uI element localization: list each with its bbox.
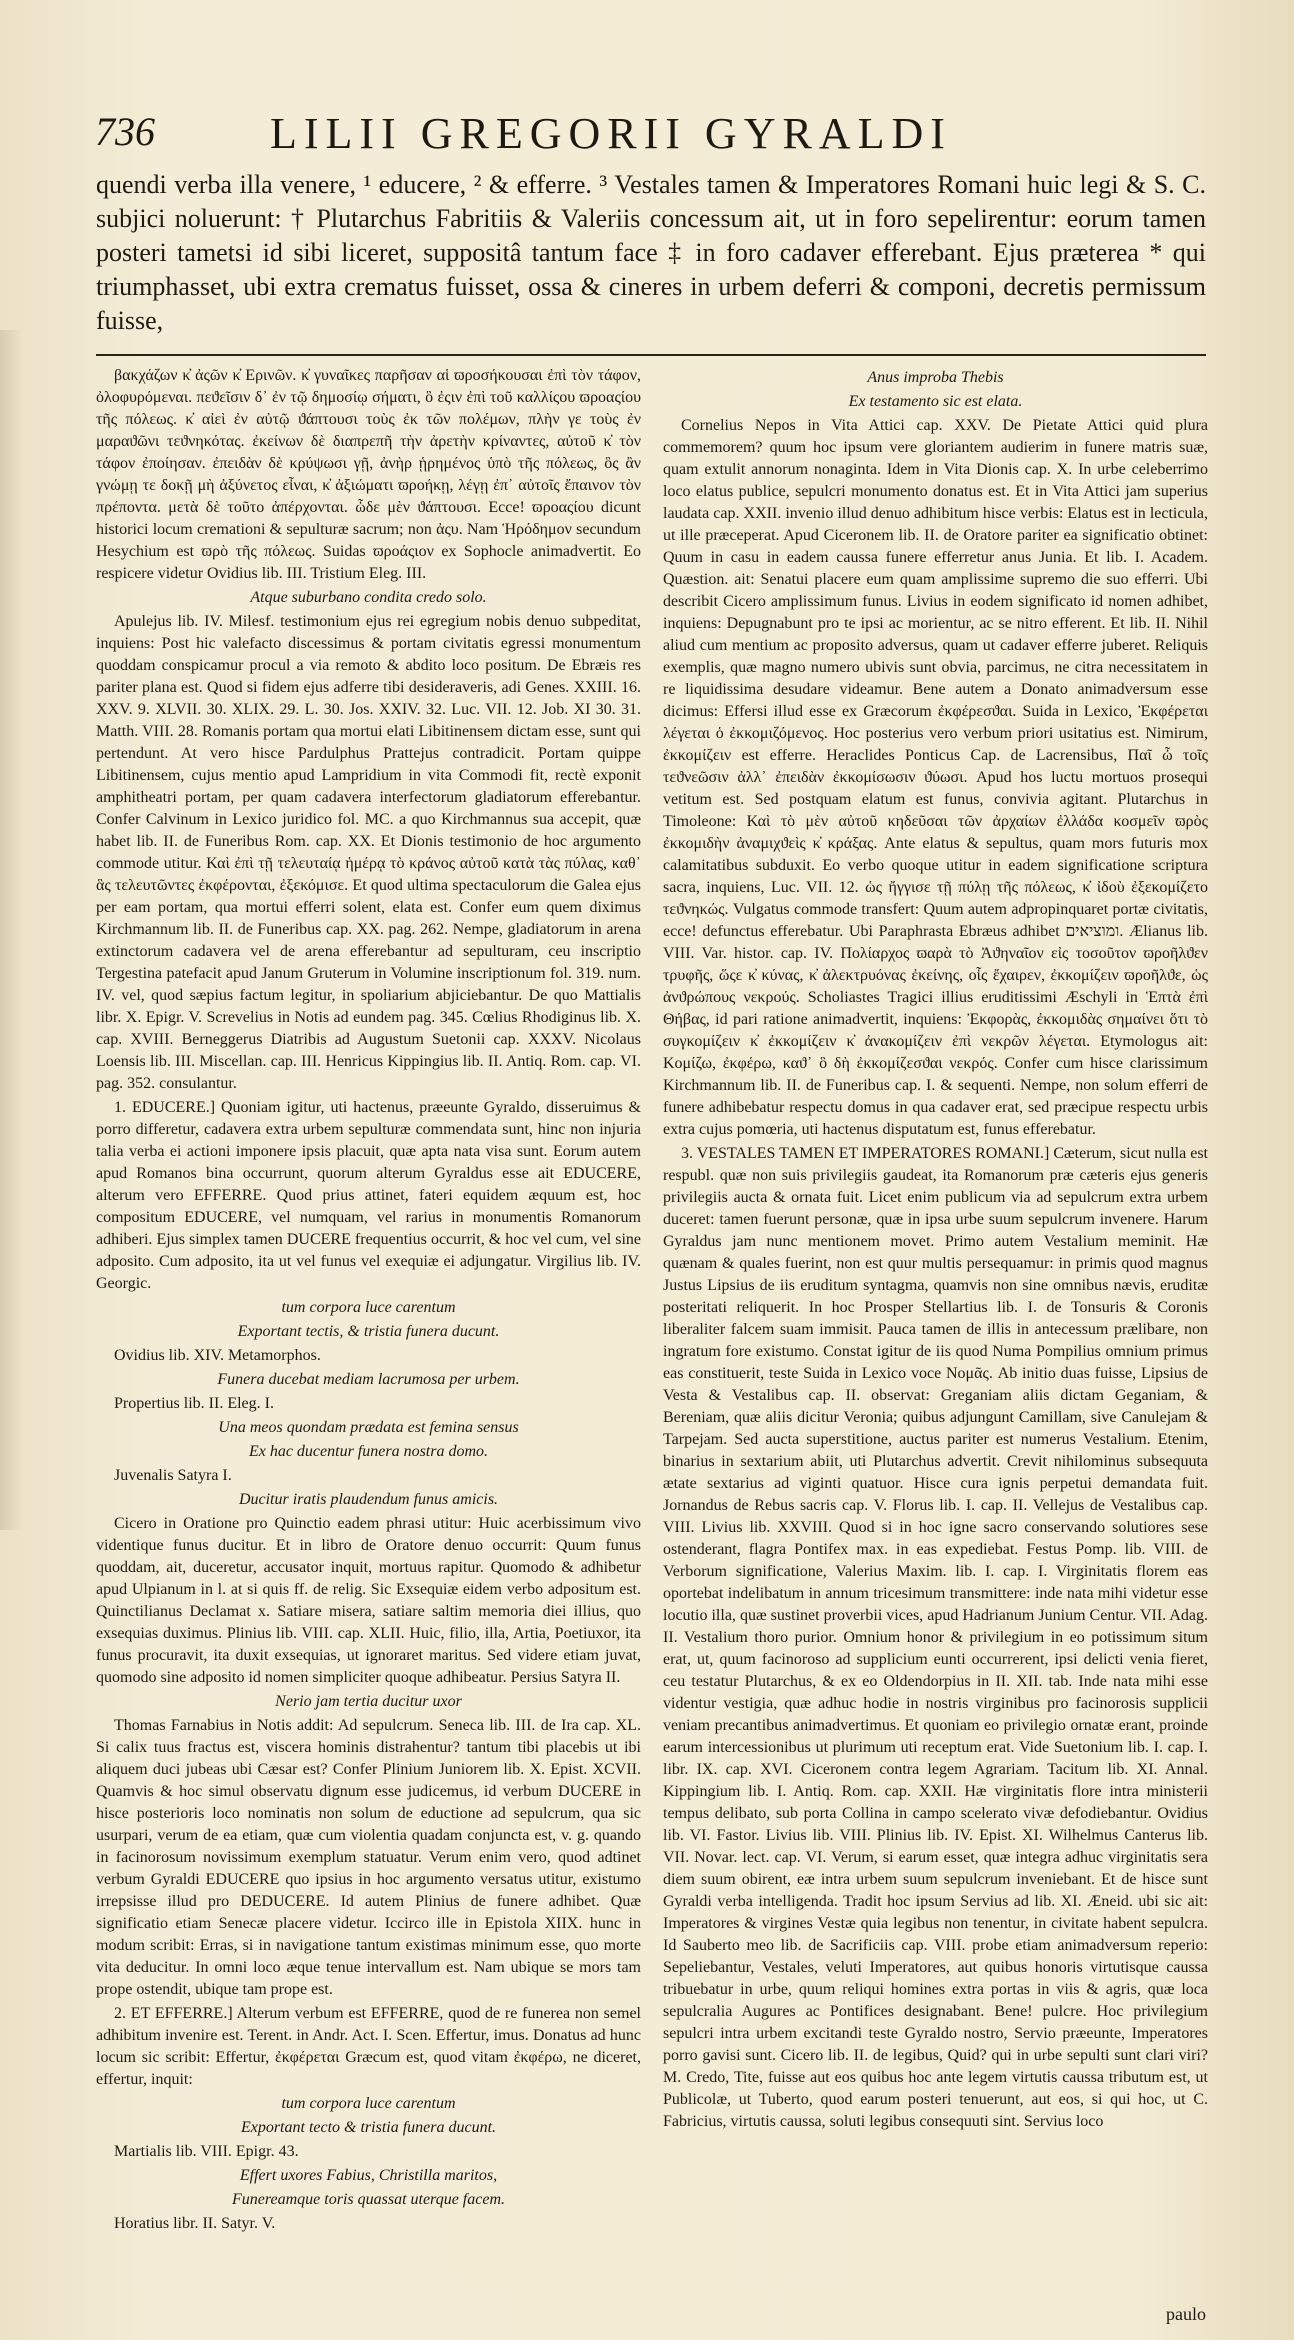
gutter-shadow [0,330,22,1530]
verse-line: tum corpora luce carentum [281,1299,456,1316]
commentary-paragraph: 3. VESTALES TAMEN ET IMPERATORES ROMANI.] Cæterum, sicut nulla est respubl. quæ non suis privilegiis gaudeat, ita Romanorum præ cæteris ejus generis privilegiis aucta & ornata fuit. Licet enim publicum via ad sepulcrum extra urbem duceret: tamen fuerunt personæ, quæ in ipsa urbe suum sepulcrum invenere. Harum Gyraldus jam nunc mentionem movet. Primo autem Vestalium meminit. Hæ quænam & quales fuerint, non est quur multis persequamur: in primis quod magnus Justus Lipsius de iis eruditum syntagma, quamvis non sine omnibus nævis, eruditæ posteritati reliquerit. In hoc Prosper Stellartius lib. I. de Tonsuris & Coronis liberaliter falcem suam immisit. Pauca tamen de illis in antecessum prælibare, non ingratum fore existumo. Constat igitur de iis quod Numa Pompilius omnium primus eas constituerit, teste Suida in Lexico voce Νομᾶς. Ab initio duas fuisse, Lipsius de Vesta & Vestalibus cap. II. observat: Greganiam aliis dictam Geganiam, & Bereniam, quæ aliis dicitur Veronia; quibus adjungunt Camillam, sive Canulejam & Tarpejam. Sed aucta superstitione, auctus pariter est numerus Vestalium. Etenim, binarius in sextarium abiit, uti Plutarchus advertit. Crevit nihilominus subsequuta ætate sextarius ad viginti quatuor. Hisce cura ignis perpetui demandata fuit. Jornandus de Rebus sacris cap. V. Florus lib. I. cap. II. Vellejus de Vestalibus cap. VIII. Livius lib. XXVIII. Quod si in hoc igne sacro conservando solutiores sese ostenderant, flagra Pontifex max. in eas expediebat. Festus Pomp. lib. VIII. de Verborum significatione, Valerius Maxim. lib. I. cap. I. Virginitatis florem eas oportebat indelibatum in annum tricesimum transmittere: inde nata mihi videtur esse locutio illa, quæ sustinet proverbii vices, apud Hadrianum Junium Centur. VII. Adag. II. Vestalium thoro purior. Omnium honor & privilegium in eo potissimum situm erat, ut, quum facinoroso ad supplicium eunti occurrerent, ipsi delicti venia fieret, ceu testatur Plutarchus, & ex eo Oldendorpius in II. XII. tab. Inde nata mihi esse videntur vestigia, quæ adhuc hodie in nostris virginibus pro facinorosis supplicii veniam precantibus animadvertimus. Et quoniam eo privilegio ornatæ erant, proinde earum intercessionibus ut plurimum uti receptum erat. Vide Suetonium lib. I. cap. I. libr. IX. cap. XVI. Ciceronem contra legem Agrariam. Tacitum lib. XI. Annal. Kippingium lib. I. Antiq. Rom. cap. XXII. Hæ virginitatis flore intra ministerii tempus delibato, sub porta Collina in campo scelerato vivæ defodiebantur. Ovidius lib. VI. Fastor. Livius lib. VIII. Plinius lib. IV. Epist. XI. Wilhelmus Canterus lib. VII. Novar. lect. cap. VI. Verum, si earum esset, quæ integra adhuc virginitatis sera diem suum obirent, eæ intra urbem suum sepulcrum inveniebant. Et de hisce sunt Gyraldi verba intelligenda. Tradit hoc ipsum Servius ad lib. XI. Æneid. ubi sic ait: Imperatores & virgines Vestæ quia legibus non tenentur, in civitate habent sepulcra. Id Sauberto meo lib. de Sacrificiis cap. VIII. probe etiam animadversum reperio: Sepeliebantur, Vestales, veluti Imperatores, aut quibus honoris virtutisque caussa tribuebatur in urbe, quum reliqui homines extra portas in viis & agris, quæ loca sepulcralia Augures ac Pontifices designabant. Bene! pulcre. Hoc privilegium sepulcri intra urbem excitandi teste Gyraldo nostro, Servio præeunte, Imperatores porro gavisi sunt. Cicero lib. II. de legibus, Quid? qui in urbe sepulti sunt clari viri? M. Credo, Tite, fuisse aut eos quibus hoc ante legem virtutis caussa tributum est, ut Publicolæ, ut Tuberto, quod earum posteri tenuerunt, aut eos, si qui hoc, ut C. Fabricius, virtutis caussa, soluti legibus consequuti sint. Servius loco [663,1145,1208,2130]
commentary-paragraph: Propertius lib. II. Eleg. I. [114,1395,274,1412]
verse-line: Effert uxores Fabius, Christilla maritos, [239,2167,498,2184]
verse-line: Atque suburbano condita credo solo. [250,589,487,606]
commentary-paragraph: 1. EDUCERE.] Quoniam igitur, uti hactenus, præeunte Gyraldo, disseruimus & porro differetur, cadavera extra urbem sepulturæ commendata sunt, hinc non injuria talia verba ei actioni imponere ipsis placuit, quæ apta nata visa sunt. Eorum autem apud Romanos bina occurrunt, quorum alterum Gyraldus esse ait EDUCERE, alterum vero EFFERRE. Quod prius attinet, fateri equidem æquum est, hoc compositum EDUCERE, vel numquam, vel rarius in monumentis Romanorum adhiberi. Ejus simplex tamen DUCERE frequentius occurrit, & hoc vel cum, vel sine adposito. Cum adposito, ita ut vel funus vel exequiæ ei adjungatur. Virgilius lib. IV. Georgic. [96,1099,641,1292]
commentary-paragraph: Thomas Farnabius in Notis addit: Ad sepulcrum. Seneca lib. III. de Ira cap. XL. Si calix tuus fractus est, viscera hominis distrahentur? tantum tibi placebis ut ibi aliquem duci jubeas ubi Cæsar est? Confer Plinium Juniorem lib. X. Epist. XCVII. Quamvis & hoc simul observatu dignum esse judicemus, id verbum DUCERE in hisce posterioris loco nominatis non solum de eductione ad sepulcrum, qua sic usurpari, verum de ea etiam, quæ cum violentia quadam conjuncta est, v. g. quando in facinorosum novissimum exemplum statuatur. Verum enim vero, quod adtinet verbum Gyraldi EDUCERE quo ipsius in hoc argumento versatus utitur, existumo irrepsisse illud pro DEDUCERE. Id autem Plinius de funere adhibet. Quæ significatio etiam Senecæ placere videtur. Iccirco ille in Epistola XIIX. hunc in modum scribit: Erras, si in navigatione tantum existimas minimum esse, quo morte vita deducitur. In omni loco æque tenue intervallum est. Nam ubique se mors tam prope ostendit, ubique tam prope est. [96,1717,641,1998]
horizontal-rule [96,354,1206,356]
running-head: LILII GREGORII GYRALDI [270,109,952,158]
verse-line: Ducitur iratis plaudendum funus amicis. [238,1491,499,1508]
verse-line: Exportant tectis, & tristia funera ducunt. [237,1323,500,1340]
verse-line: Exportant tecto & tristia funera ducunt. [240,2119,497,2136]
commentary-right-column [663,365,1208,2315]
commentary-paragraph: Cornelius Nepos in Vita Attici cap. XXV. De Pietate Attici quid plura commemorem? quum hoc ipsum vere gloriantem audierim in funere matris suæ, quam extulit annorum nonaginta. Idem in Vita Dionis cap. X. In urbe celeberrimo loco elatus publice, sepulcri monumento donatus est. Et in Vita Attici jam superius laudata cap. XXII. invenio illud denuo adhibitum hisce verbis: Elatus est in lecticula, ut ille præceperat. Apud Ciceronem lib. II. de Oratore pariter ea significatio obtinet: Quum in casu in eadem caussa funere efferretur anus Junia. Et lib. I. Academ. Quæstion. ait: Senatui placere eum quam amplissime supremo die suo efferri. Ubi describit Cicero amplissimum funus. Livius in eodem significato id nomen adhibet, inquiens: Depugnabunt pro te ipsi ac morientur, ac se nitro efferent. Et lib. II. Nihil aliud cum mentium ac proposito adversus, quam ut cadaver efferre juberet. Reliquis exemplis, quæ magno numero ubivis sunt obvia, parcimus, ne citra necessitatem in re liquidissima desudare videamur. Bene autem a Donato animadversum esse dicimus: Effersi illud esse ex Græcorum ἐκφέρεσϑαι. Suida in Lexico, Ἐκφέρεται λέγεται ὁ ἐκκομιζόμενος. Hoc posterius vero verbum priori usitatius est. Nimirum, ἐκκομίζειν est efferre. Heraclides Ponticus Cap. de Lacrensibus, Παῖ ὦ τοῖς τεϑνεῶσιν ἀλλ᾽ ἐπειδὰν ἐκκομίσωσιν ϑύωσι. Apud hos luctu mortuos prosequi vetitum est. Sed postquam elatum est funus, convivia agitant. Plutarchus in Timoleone: Καὶ τὸ μὲν αὐτοῦ κηδεῦσαι τῶν ἀρχαίων ἐλλάδα κοσμεῖν ϖρὸς ἐκκομιδὴν ἀναμιχϑεὶς κ̓ κράξας. Ante elatus & sepultus, quam mors futuris mox calamitatibus subduxit. Eo verbo quoque utitur in eadem significatione scriptura sacra, inquiens, Luc. VII. 12. ὡς ἤγγισε τῇ πύλῃ τῆς πόλεως, κ̓ ἰδοὺ ἐξεκομίζετο τεϑνηκώς. Vulgatus commode transfert: Quum autem adpropinquaret portæ civitatis, ecce! defunctus efferebatur. Ubi Paraphrasta Ebræus adhibet ומוציאים. Ælianus lib. VIII. Var. histor. cap. IV. Πολίαρχος ϖαρὰ τὸ Ἀϑηναῖον εἰς τοσοῦτον ϖροῆλϑεν τρυφῆς, ὥςε κ̓ κύνας, κ̓ ἀλεκτρυόνας ἐκείνης, οἷς ἔχαιρεν, ἐκκομίζειν ϖροῆλϑε, ὡς ἀνϑρώπους νεκρούς. Scholiastes Tragici illius eruditissimi Æschyli in Ἑπτὰ ἐπὶ Θήβας, id pari ratione animadvertit, inquiens: Ἐκφορὰς, ἐκκομιδὰς σημαίνει ὅτι τὸ συγκομίζειν κ̓ ἐκκομίζειν κ̓ ἀνακομίζειν ἐπὶ νεκρῶν λέγεται. Etymologus ait: Κομίζω, ἐκφέρω, καϑ᾽ ὃ δὴ ἐκκομίζεσϑαι νεκρός. Confer cum hisce clarissimum Kirchmannum lib. II. de Funeribus cap. I. & sequenti. Nempe, non solum efferri de funere adhibebatur respectu domus in qua cadaver erat, sed præcipue respectu urbis extra cujus pomœria, uti hactenus disputatum est, funus efferebatur. [663,417,1208,1138]
commentary-paragraph: Juvenalis Satyra I. [114,1467,232,1484]
verse-line: Funera ducebat mediam lacrumosa per urbem. [217,1371,520,1388]
commentary-paragraph: Apulejus lib. IV. Milesf. testimonium ejus rei egregium nobis denuo subpeditat, inquiens: Post hic valefacto discessimus & portam civitatis egressi monumentum quoddam conspicamur procul a via remoto & abdito loco positum. De Ebræis res pariter plana est. Quod si fidem ejus adferre tibi desideraveris, adi Genes. XXIII. 16. XXV. 9. XLVII. 30. XLIX. 29. L. 30. Jos. XXIV. 32. Luc. VII. 12. Job. XI 30. 31. Matth. VIII. 28. Romanis portam qua mortui elati Libitinensem dictam esse, sunt qui pertendunt. At vero hisce Pardulphus Prattejus contradicit. Portam quippe Libitinensem, cujus mentio apud Lampridium in vita Commodi fit, rectè exponit amphitheatri portam, per quam cadavera interfectorum gladiatorum efferebantur. Confer Calvinum in Lexico juridico fol. MC. a quo Kirchmannus sua accepit, quæ habet lib. II. de Funeribus Rom. cap. XX. Et Dionis testimonio de hoc argumento commode utitur. Καὶ ἐπὶ τῇ τελευταίᾳ ἡμέρᾳ τὸ κράνος αὐτοῦ κατὰ τὰς πύλας, καθ᾽ ἃς τελευτῶντες ἐκφέρονται, ἐξεκόμισε. Et quod ultima spectaculorum die Galea ejus per eam portam, qua mortui efferri solent, elata est. Confer eum quem diximus Kirchmannum lib. II. de Funeribus cap. XX. pag. 262. Nempe, gladiatorum in arena extinctorum cadavera vel de arena efferebantur ad sepulturam, ceu inscriptio Tergestina patefacit apud Janum Gruterum in Volumine inscriptionum fol. 319. num. IV. vel, quod sæpius factum legitur, in spoliarium abjiciebantur. De quo Mattialis libr. X. Epigr. V. Screvelius in Notis ad eundem pag. 345. Cœlius Rhodiginus lib. X. cap. XVIII. Berneggerus Diatribis ad Augustum Suetonii cap. XXXV. Nicolaus Loensis lib. III. Miscellan. cap. III. Henricus Kippingius lib. II. Antiq. Rom. cap. VI. pag. 352. consulantur. [96,613,641,1092]
main-text-paragraph: quendi verba illa venere, ¹ educere, ² & efferre. ³ Vestales tamen & Imperatores Romani huic legi & S. C. subjici noluerunt: † Plutarchus Fabritiis & Valeriis concessum ait, ut in foro sepelirentur: eorum tamen posteri tametsi id sibi liceret, suppositâ tantum face ‡ in foro cadaver efferebant. Ejus præterea * qui triumphasset, ubi extra crematus fuisset, ossa & cineres in urbem deferri & componi, decretis permissum fuisse, [96,170,1206,335]
main-text [96,168,1206,338]
commentary-paragraph: Cicero in Oratione pro Quinctio eadem phrasi utitur: Huic acerbissimum vivo videntique funus ducitur. Et in libro de Oratore denuo occurrit: Quum funus quoddam, ait, duceretur, accusator inquit, mortuus rapitur. Quomodo & adhibetur apud Ulpianum in l. at si quis ff. de relig. Sic Exsequiæ eidem verbo adpositum est. Quinctilianus Declamat x. Satiare misera, satiare saltim memoria diei illius, quo exsequias duximus. Plinius lib. VIII. cap. XLII. Huic, filio, illa, Artia, Poetiuxor, ita funus procuravit, ita duxit exsequias, ut ignoraret maritus. Sed videre etiam juvat, quomodo sine adposito id nomen simpliciter quoque adhibeatur. Persius Satyra II. [96,1515,641,1686]
catchword: paulo [1166,2304,1206,2324]
verse-line: Anus improba Thebis [867,369,1004,386]
commentary-paragraph: 2. ET EFFERRE.] Alterum verbum est EFFERRE, quod de re funerea non semel adhibitum invenire est. Terent. in Andr. Act. I. Scen. Effertur, imus. Donatus ad hunc locum sic scribit: Effertur, ἐκφέρεται Græcum est, quod vitam ἐκφέρω, ne diceret, effertur, inquit: [96,2005,641,2088]
verse-line: tum corpora luce carentum [281,2095,456,2112]
verse-line: Funereamque toris quassat uterque facem. [232,2191,505,2208]
commentary-paragraph: Horatius libr. II. Satyr. V. [114,2215,276,2232]
commentary-paragraph: βακχάζων κ̓ ἀςῶν κ̓ Ερινῶν. κ̓ γυναῖκες παρῆσαν αἱ ϖροσήκουσαι ἐπὶ τὸν τάφον, ὀλοφυρόμεναι. πεϑεῖσιν δ᾽ ἐν τῷ δημοσίῳ σήματι, ὃ ἐςιν ἐπὶ τοῦ καλλίςου ϖροαςίου τῆς πόλεως. κ̓ αἰεὶ ἐν αὐτῷ ϑάπτουσι τοὺς ἐκ τῶν πολέμων, πλὴν γε τοὺς ἐν μαραϑῶνι τεϑνηκότας. ἐκείνων δὲ διαπρεπῆ τὴν ἀρετὴν κρίναντες, αὐτοῦ κ̓ τὸν τάφον ἐποίησαν. ἐπειδὰν δὲ κρύψωσι γῇ, ἀνὴρ ᾑρημένος ὑπὸ τῆς πόλεως, ὃς ἂν γνώμῃ τε δοκῇ μὴ ἀξύνετος εἶναι, κ̓ ἀξιώματι ϖροήκῃ, λέγῃ ἐπ᾽ αὐτοῖς ἔπαινον τὸν πρέποντα. μετὰ δὲ τοῦτο ἀπέρχονται. ὧδε μὲν ϑάπτουσι. Ecce! ϖροαςίου dicunt historici locum cremationi & sepulturæ sacrum; non ἀςυ. Nam Ἡρόδημον secundum Hesychium est ϖρὸ τῆς πόλεως. Suidas ϖροάςιον ex Sophocle animadvertit. Eo respicere videtur Ovidius lib. III. Tristium Eleg. III. [96,367,641,582]
verse-line: Ex testamento sic est elata. [848,393,1023,410]
verse-line: Una meos quondam prædata est femina sensus [218,1419,519,1436]
page-number: 736 [95,109,155,154]
commentary-left-column [96,365,641,2315]
verse-line: Nerio jam tertia ducitur uxor [275,1693,462,1710]
commentary-paragraph: Martialis lib. VIII. Epigr. 43. [114,2143,299,2160]
page-header [95,108,1205,158]
verse-line: Ex hac ducentur funera nostra domo. [248,1443,489,1460]
commentary-paragraph: Ovidius lib. XIV. Metamorphos. [114,1347,321,1364]
